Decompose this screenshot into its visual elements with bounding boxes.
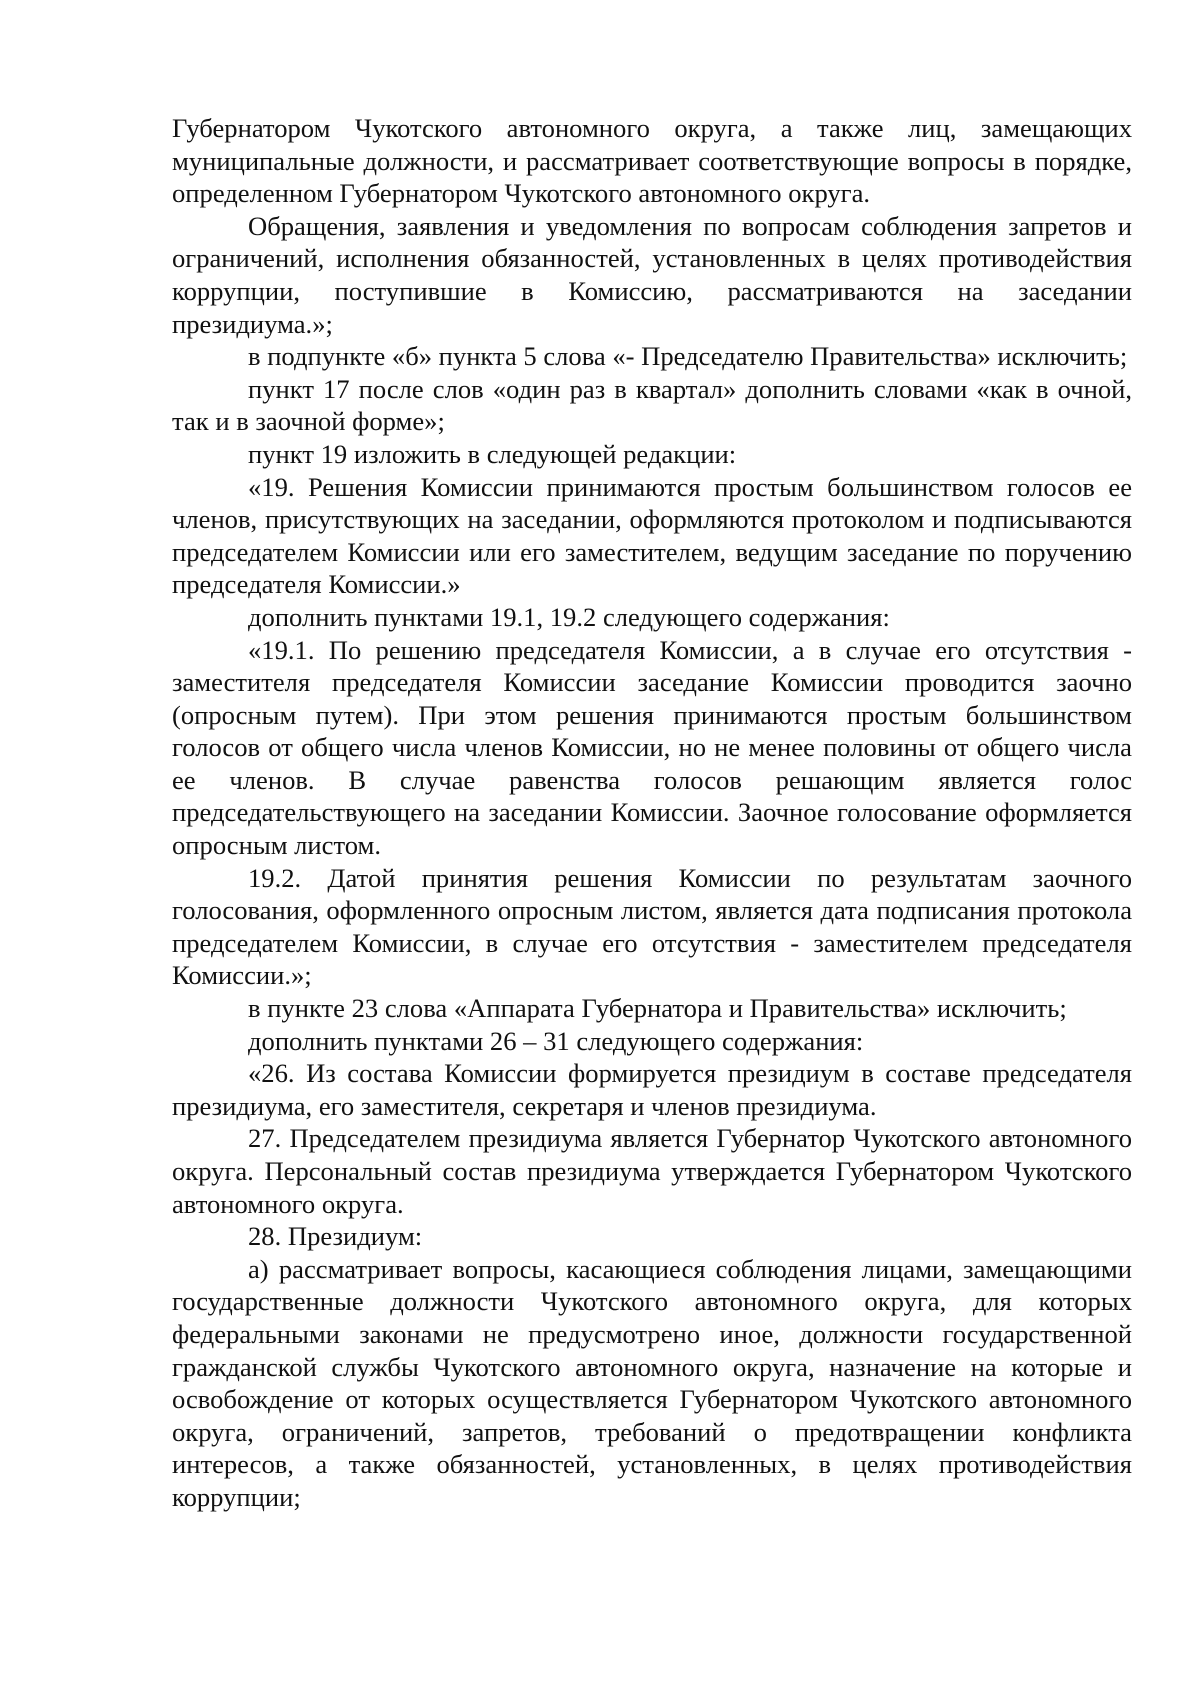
paragraph-continuation: Губернатором Чукотского автономного округа, а также лиц, замещающих муниципальные должности, и рассматривает соответствующие вопросы в порядке, определенном Губернатором Чукотского автономного округа. (172, 113, 1132, 209)
paragraph-subclause-b-item-5: в подпункте «б» пункта 5 слова «- Председателю Правительства» исключить; (248, 341, 1128, 372)
paragraph-item-26: «26. Из состава Комиссии формируется президиум в составе председателя президиума, его заместителя, секретаря и членов президиума. (172, 1058, 1132, 1121)
paragraph-item-28: 28. Президиум: (248, 1221, 423, 1252)
paragraph-items-19-1-19-2-intro: дополнить пунктами 19.1, 19.2 следующего содержания: (248, 601, 890, 632)
paragraph-item-28-a: а) рассматривает вопросы, касающиеся соблюдения лицами, замещающими государственные должности Чукотского автономного округа, для которых федеральными законами не предусмотрено иное, должности государственной гражданской службы Чукотского автономного округа, назначение на которые и освобождение от которых осуществляется Губернатором Чукотского автономного округа, ограничений, запретов, требований о предотвращении конфликта интересов, а также обязанностей, установленных, в целях противодействия коррупции; (172, 1253, 1132, 1512)
paragraph-item-19: «19. Решения Комиссии принимаются простым большинством голосов ее членов, присутствующих на заседании, оформляются протоколом и подписываются председателем Комиссии или его заместителем, ведущим заседание по поручению председателя Комиссии.» (172, 471, 1132, 600)
document-body (172, 112, 1132, 1514)
paragraph-item-27: 27. Председателем президиума является Губернатор Чукотского автономного округа. Персональный состав президиума утверждается Губернатором Чукотского автономного округа. (172, 1123, 1132, 1219)
paragraph-item-17: пункт 17 после слов «один раз в квартал» дополнить словами «как в очной, так и в заочной форме»; (172, 373, 1132, 437)
paragraph-items-26-31-intro: дополнить пунктами 26 – 31 следующего содержания: (248, 1025, 864, 1056)
paragraph-item-19-2: 19.2. Датой принятия решения Комиссии по результатам заочного голосования, оформленного опросным листом, является дата подписания протокола председателем Комиссии, в случае его отсутствия - заместителем председателя Комиссии.»; (172, 862, 1132, 991)
paragraph-appeals-presidium: Обращения, заявления и уведомления по вопросам соблюдения запретов и ограничений, исполнения обязанностей, установленных в целях противодействия коррупции, поступившие в Комиссию, рассматриваются на заседании президиума.»; (172, 210, 1132, 339)
paragraph-item-19-1: «19.1. По решению председателя Комиссии, а в случае его отсутствия - заместителя председателя Комиссии заседание Комиссии проводится заочно (опросным путем). При этом решения принимаются простым большинством голосов от общего числа членов Комиссии, но не менее половины от общего числа ее членов. В случае равенства голосов решающим является голос председательствующего на заседании Комиссии. Заочное голосование оформляется опросным листом. (172, 634, 1132, 861)
paragraph-item-23: в пункте 23 слова «Аппарата Губернатора и Правительства» исключить; (248, 993, 1067, 1024)
paragraph-item-19-intro: пункт 19 изложить в следующей редакции: (248, 438, 737, 469)
